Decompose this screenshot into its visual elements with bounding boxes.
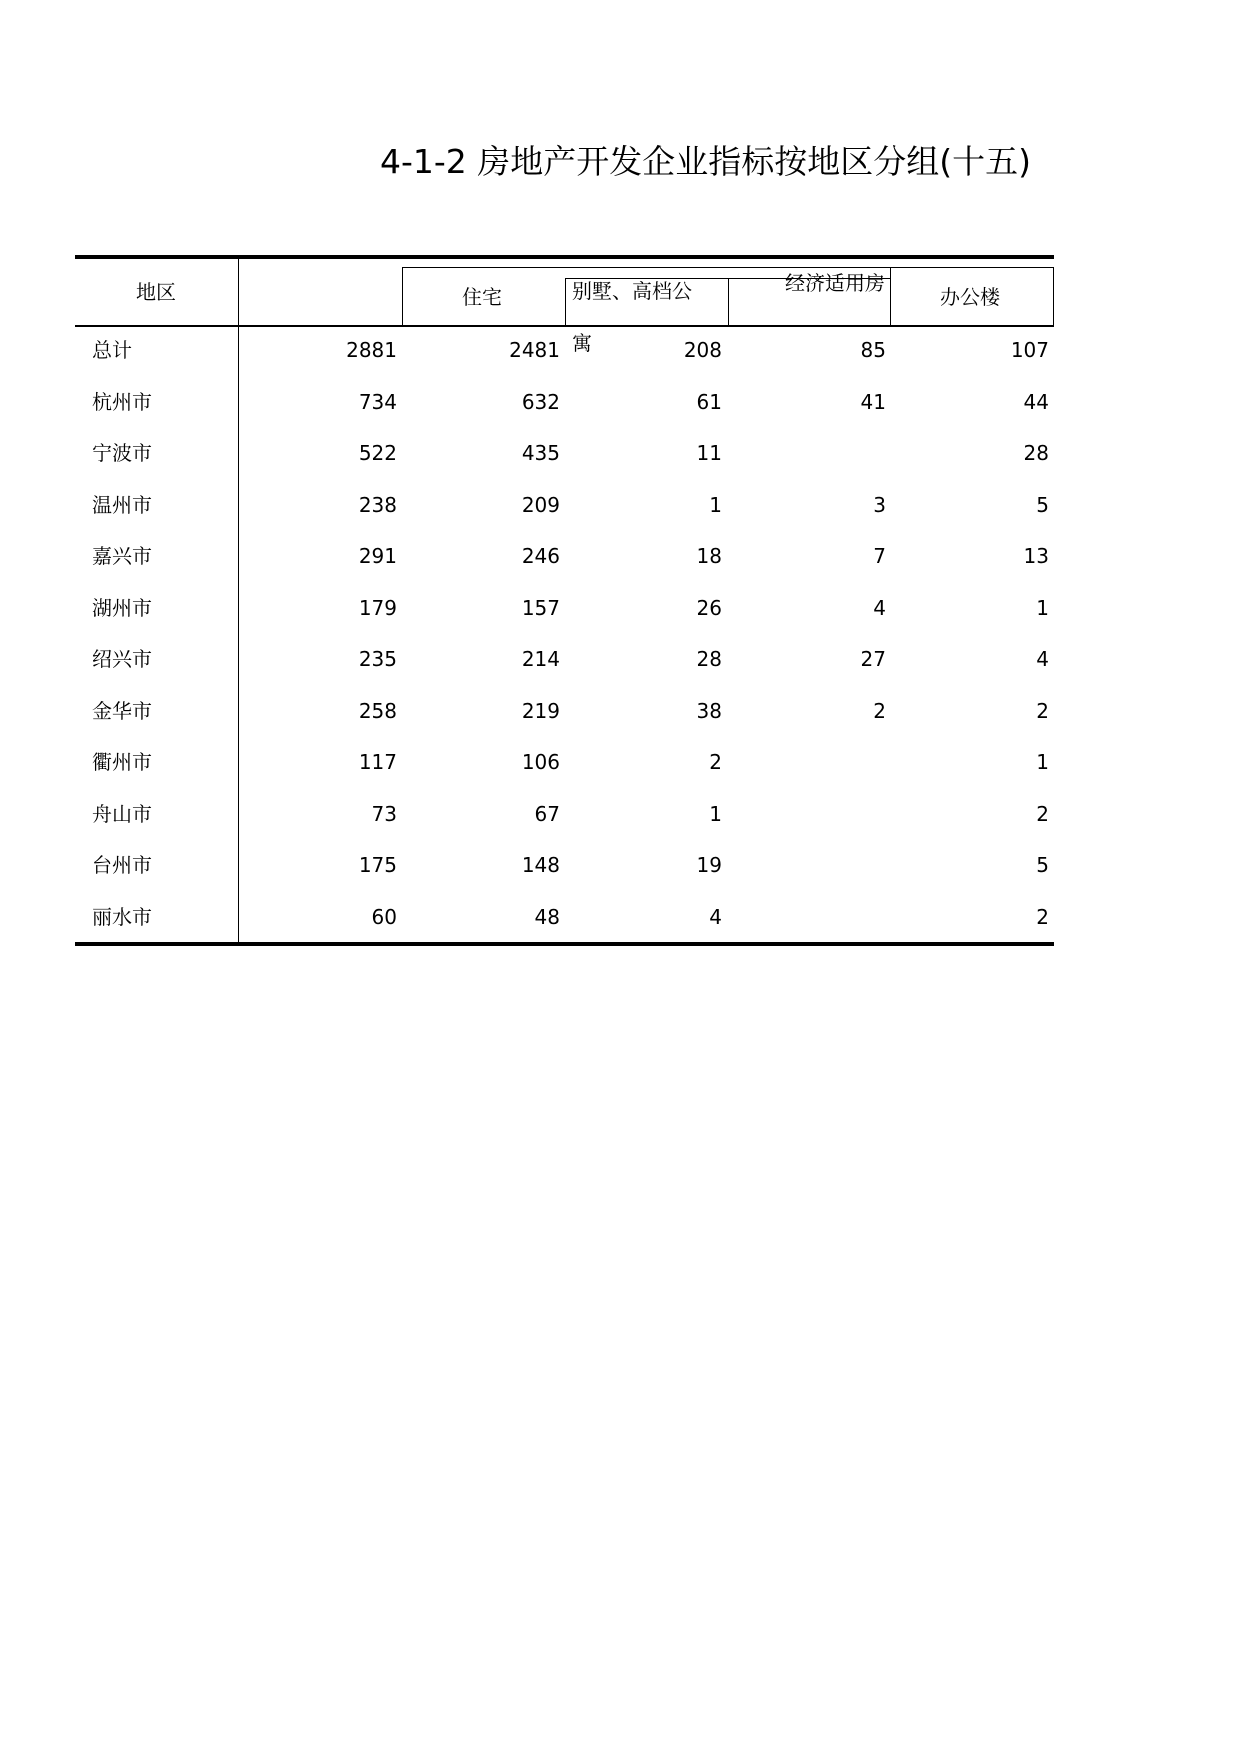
region-cell: 温州市 bbox=[92, 492, 152, 517]
region-cell: 衢州市 bbox=[92, 750, 152, 774]
affordable-cell: 85 bbox=[860, 338, 886, 362]
office-cell: 5 bbox=[1036, 853, 1049, 877]
header-office: 办公楼 bbox=[940, 285, 1000, 309]
office-cell: 2 bbox=[1036, 904, 1049, 929]
total-cell: 734 bbox=[358, 389, 397, 414]
residential-cell: 435 bbox=[521, 441, 560, 465]
total-cell: 179 bbox=[358, 595, 397, 620]
office-cell: 2 bbox=[1036, 698, 1049, 723]
total-cell: 258 bbox=[358, 698, 397, 723]
region-divider bbox=[238, 259, 239, 942]
office-cell: 2 bbox=[1036, 801, 1049, 826]
villa-cell: 26 bbox=[696, 595, 722, 620]
office-cell: 107 bbox=[1010, 338, 1049, 362]
residential-cell: 67 bbox=[534, 801, 560, 826]
residential-cell: 2481 bbox=[509, 338, 560, 362]
affordable-cell: 4 bbox=[873, 595, 886, 620]
office-cell: 4 bbox=[1036, 647, 1049, 671]
villa-cell: 19 bbox=[696, 853, 722, 877]
region-cell: 嘉兴市 bbox=[92, 544, 152, 568]
total-cell: 291 bbox=[358, 544, 397, 568]
office-cell: 1 bbox=[1036, 595, 1049, 620]
header-affordable: 经济适用房 bbox=[785, 271, 885, 295]
region-cell: 杭州市 bbox=[92, 389, 152, 414]
header-divider bbox=[728, 278, 729, 326]
residential-cell: 209 bbox=[521, 492, 560, 517]
header-divider bbox=[565, 278, 566, 326]
villa-cell: 61 bbox=[696, 389, 722, 414]
office-cell: 44 bbox=[1023, 389, 1049, 414]
affordable-cell: 41 bbox=[860, 389, 886, 414]
header-residential: 住宅 bbox=[462, 285, 502, 309]
office-cell: 5 bbox=[1036, 492, 1049, 517]
total-cell: 175 bbox=[358, 853, 397, 877]
residential-cell: 632 bbox=[521, 389, 560, 414]
total-cell: 73 bbox=[371, 801, 397, 826]
total-cell: 117 bbox=[358, 750, 397, 774]
residential-cell: 106 bbox=[521, 750, 560, 774]
region-cell: 总计 bbox=[92, 338, 132, 362]
region-cell: 台州市 bbox=[92, 853, 152, 877]
total-cell: 2881 bbox=[346, 338, 397, 362]
villa-cell: 1 bbox=[709, 492, 722, 517]
residential-cell: 148 bbox=[521, 853, 560, 877]
office-cell: 13 bbox=[1023, 544, 1049, 568]
villa-cell: 28 bbox=[696, 647, 722, 671]
residential-cell: 214 bbox=[521, 647, 560, 671]
villa-cell: 1 bbox=[709, 801, 722, 826]
header-villa: 别墅、高档公寓 bbox=[572, 279, 692, 355]
affordable-cell: 3 bbox=[873, 492, 886, 517]
header-region: 地区 bbox=[136, 280, 176, 304]
total-cell: 235 bbox=[358, 647, 397, 671]
total-cell: 522 bbox=[358, 441, 397, 465]
subheader-rule bbox=[402, 267, 1054, 268]
region-cell: 绍兴市 bbox=[92, 647, 152, 671]
residential-cell: 246 bbox=[521, 544, 560, 568]
region-cell: 金华市 bbox=[92, 698, 152, 723]
villa-cell: 11 bbox=[696, 441, 722, 465]
header-divider bbox=[1053, 267, 1054, 326]
villa-cell: 2 bbox=[709, 750, 722, 774]
villa-cell: 208 bbox=[683, 338, 722, 362]
region-cell: 舟山市 bbox=[92, 801, 152, 826]
residential-cell: 157 bbox=[521, 595, 560, 620]
residential-cell: 48 bbox=[534, 904, 560, 929]
villa-cell: 18 bbox=[696, 544, 722, 568]
affordable-cell: 2 bbox=[873, 698, 886, 723]
total-cell: 238 bbox=[358, 492, 397, 517]
affordable-cell: 27 bbox=[860, 647, 886, 671]
residential-cell: 219 bbox=[521, 698, 560, 723]
total-cell: 60 bbox=[371, 904, 397, 929]
region-cell: 丽水市 bbox=[92, 904, 152, 929]
table-title: 4-1-2 房地产开发企业指标按地区分组(十五) bbox=[380, 142, 1032, 181]
top-rule bbox=[75, 255, 1054, 259]
affordable-cell: 7 bbox=[873, 544, 886, 568]
villa-cell: 4 bbox=[709, 904, 722, 929]
region-cell: 宁波市 bbox=[92, 441, 152, 465]
header-divider bbox=[890, 267, 891, 326]
header-affordable-clip bbox=[731, 271, 887, 325]
header-divider bbox=[402, 267, 403, 326]
villa-cell: 38 bbox=[696, 698, 722, 723]
bottom-rule bbox=[75, 942, 1054, 946]
office-cell: 1 bbox=[1036, 750, 1049, 774]
region-cell: 湖州市 bbox=[92, 595, 152, 620]
office-cell: 28 bbox=[1023, 441, 1049, 465]
